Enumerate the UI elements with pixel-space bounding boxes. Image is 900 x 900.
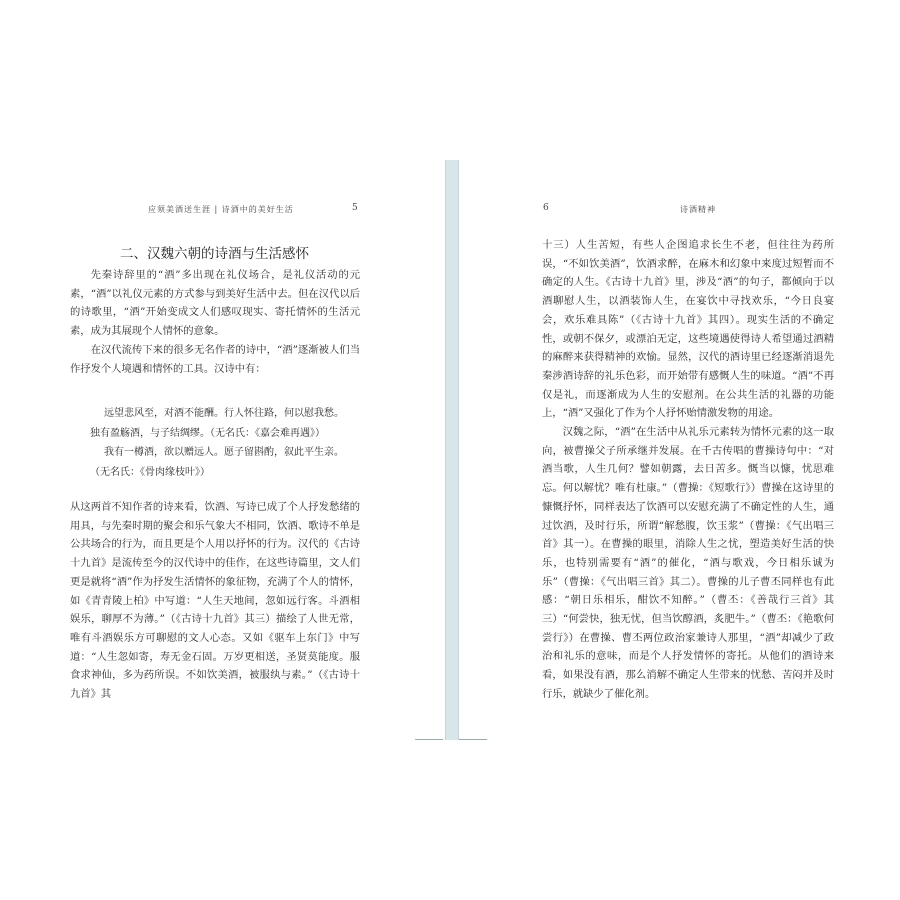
right-paragraph-2: 汉魏之际，“酒”在生活中从礼乐元素转为情怀元素的这一取向，被曹操父子所承继并发展。在千古传唱的曹操诗句中：“对酒当歌，人生几何？譬如朝露，去日苦多。慨当以慷，忧思难忘。何以解忧？唯有杜康。”（曹操：《短歌行》）曹操在这诗里的慷慨抒怀，同样表达了饮酒可以安慰充满了不确定性的人生，通过饮酒，及时行乐，所谓“解愁腹，饮玉浆”（曹操：《气出唱三首》其一）。在曹操的眼里，消除人生之忧，塑造美好生活的快乐，也特别需要有“酒”的催化，“酒与歌戏，今日相乐诚为乐”（曹操：《气出唱三首》其二）。曹操的儿子曹丕同样也有此感：“朝日乐相乐，酣饮不知醉。”（曹丕：《善哉行三首》其三）“何尝快，独无忧，但当饮醇酒，炙肥牛。”（曹丕：《艳歌何尝行》）在曹操、曹丕两位政治家兼诗人那里，“酒”却减少了政治和礼乐的意味，而是个人抒发情怀的寄托。从他们的酒诗来看，如果没有酒，那么消解不确定人生带来的忧愁、苦闷并及时行乐，就缺少了催化剂。 [542, 426, 834, 700]
left-bottom-rule [415, 739, 443, 740]
poem-quote-2 [90, 443, 370, 482]
left-text-block-2 [70, 498, 360, 704]
poem-quote-1 [90, 404, 370, 443]
poem-1-line-2: 独有盈觞酒，与子结绸缪。（无名氏：《嘉会难再遇》） [90, 427, 325, 439]
left-text-block-1 [70, 266, 360, 378]
left-paragraph-1: 先秦诗辞里的“酒”多出现在礼仪场合，是礼仪活动的元素，“酒”以礼仪元素的方式参与到美好生活中去。但在汉代以后的诗歌里，“酒”开始变成文人们感叹现实、寄托情怀的生活元素，成为其展现个人情怀的意象。 [70, 269, 360, 338]
left-page-number: 5 [352, 203, 358, 213]
left-page [0, 0, 445, 900]
left-paragraph-3: 从这两首不知作者的诗来看，饮酒、写诗已成了个人抒发愁绪的用具，与先秦时期的聚会和乐气象大不相同，饮酒、歌诗不单是公共场合的行为，而且更是个人用以抒怀的行为。汉代的《古诗十九首》是流传至今的汉代诗中的佳作，在这些诗篇里，文人们更是就将“酒”作为抒发生活情怀的象征物，充满了个人的情怀，如《青青陵上柏》中写道：“人生天地间，忽如远行客。斗酒相娱乐，聊厚不为薄。”（《古诗十九首》其三）描绘了人世无常，唯有斗酒娱乐方可聊慰的文人心态。又如《驱车上东门》中写道：“人生忽如寄，寿无金石固。万岁更相送，圣贤莫能度。服食求神仙，多为药所误。不如饮美酒，被服纨与素。”（《古诗十九首》其 [70, 501, 360, 701]
right-paragraph-1: 十三）人生苦短，有些人企图追求长生不老，但往往为药所误，“不如饮美酒”，饮酒求醉，在麻木和幻象中来度过短暂而不确定的人生。《古诗十九首》里，涉及“酒”的句子，都倾向于以酒聊慰人生，以酒装饰人生，在宴饮中寻找欢乐，“今日良宴会，欢乐难具陈”（《古诗十九首》其四）。现实生活的不确定性，或朝不保夕，或漂泊无定，这些境遇使得诗人希望通过酒精的麻醉来获得精神的欢愉。显然，汉代的酒诗里已经逐渐消退先秦涉酒诗辞的礼乐色彩，而开始带有感慨人生的味道。“酒”不再仅是礼，而逐渐成为人生的安慰剂。在公共生活的礼器的功能上，“酒”又强化了作为个人抒怀贻情激发物的用途。 [542, 239, 834, 420]
section-title: 二、汉魏六朝的诗酒与生活感怀 [120, 246, 309, 262]
right-text-block [542, 236, 834, 704]
right-page [457, 0, 900, 900]
poem-2-line-1: 我有一樽酒，欲以赠远人。愿子留斟酌，叙此平生亲。 [104, 447, 344, 458]
left-running-head: 应须美酒送生涯 | 诗酒中的美好生活 [148, 205, 294, 214]
left-paragraph-2: 在汉代流传下来的很多无名作者的诗中，“酒”逐渐被人们当作抒发个人境遇和情怀的工具。汉诗中有： [70, 343, 360, 375]
poem-2-line-2: （无名氏：《骨肉缘枝叶》） [90, 466, 210, 478]
right-page-number: 6 [543, 203, 549, 213]
right-running-head: 诗酒精神 [680, 205, 716, 214]
poem-1-line-1: 远望悲风至，对酒不能酬。行人怀往路，何以慰我愁。 [104, 408, 344, 419]
